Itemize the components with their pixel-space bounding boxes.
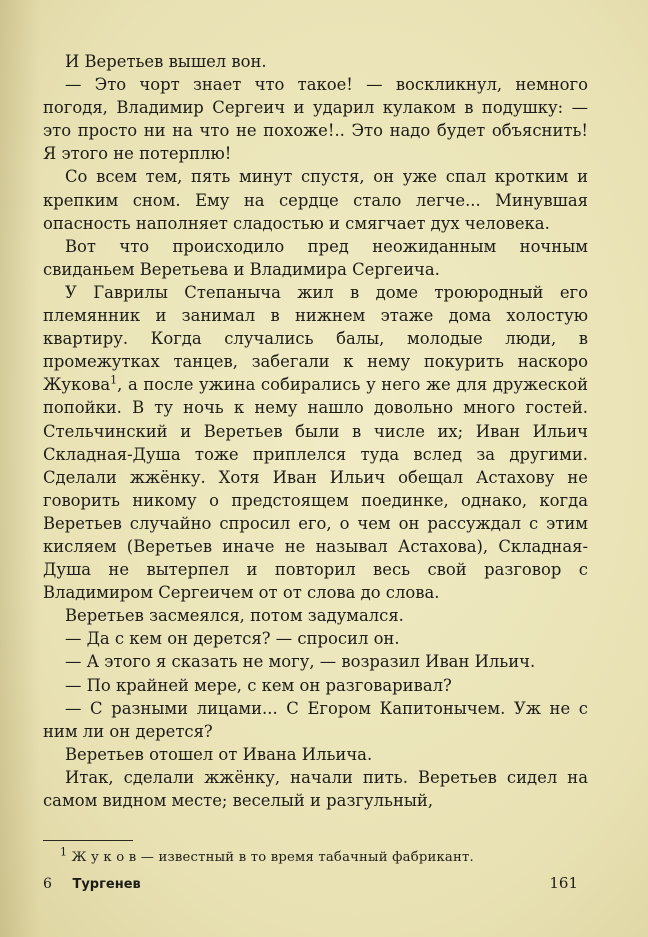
signature-sheet-number: 6 — [43, 876, 52, 892]
footnote-mark: 1 — [60, 845, 68, 859]
printer-signature — [43, 876, 141, 892]
paragraph: — По крайней мере, с кем он разговаривал? — [65, 675, 452, 695]
paragraph-text-after-footnote: , а после ужина собирались у него же для дружеской попойки. В ту ночь к нему нашло довольно много гостей. Стельчинский и Веретьев были в числе их; Иван Ильич Складная-Душа тоже приплелся туда вслед за другими. Сделали жжёнку. Хотя Иван Ильич обещал Астахову не говорить никому о предстоящем поединке, однако, когда Веретьев случайно спросил его, о чем он рассуждал с этим кисляем (Веретьев иначе не называл Астахова), Складная-Душа не вытерпел и повторил весь свой разговор с Владимиром Сергеичем от от слова до слова. — [43, 375, 588, 603]
paragraph: Вот что происходило пред неожиданным ночным свиданьем Веретьева и Владимира Сергеича. — [43, 236, 588, 279]
paragraph: Веретьев отошел от Ивана Ильича. — [65, 744, 373, 764]
paragraph: И Веретьев вышел вон. — [65, 52, 267, 71]
paragraph: Веретьев засмеялся, потом задумался. — [65, 606, 404, 626]
paragraph: — Да с кем он дерется? — спросил он. — [65, 629, 400, 649]
paragraph — [43, 281, 588, 604]
paragraph: Со всем тем, пять минут спустя, он уже спал кротким и крепким сном. Ему на сердце стало легче... Минувшая опасность наполняет сладостью и смягчает дух человека. — [43, 167, 588, 233]
paragraph: — Это чорт знает что такое! — воскликнул, немного погодя, Владимир Сергеич и ударил кулаком в подушку: — это просто ни на что не похоже!.. Это надо будет объяснить! Я этого не потерплю! — [43, 75, 588, 164]
paragraph-text-before-footnote: У Гаврилы Степаныча жил в доме троюродный его племянник и занимал в нижнем этаже дома холостую квартиру. Когда случались балы, молодые люди, в промежутках танцев, забегали к нему покурить наскоро Жукова — [43, 282, 588, 395]
page-number: 161 — [549, 874, 578, 892]
paragraph: — А этого я сказать не могу, — возразил Иван Ильич. — [65, 652, 536, 672]
main-text — [43, 50, 588, 812]
footnote — [60, 845, 600, 867]
footnote-divider — [43, 840, 133, 841]
paragraph: — С разными лицами... С Егором Капитонычем. Уж не с ним ли он дерется? — [43, 698, 588, 741]
paragraph: Итак, сделали жжёнку, начали пить. Веретьев сидел на самом видном месте; веселый и разгульный, — [43, 767, 588, 810]
footnote-text: Ж у к о в — известный в то время табачный фабрикант. — [71, 850, 474, 865]
footnote-reference: 1 — [110, 373, 118, 387]
signature-title: Тургенев — [72, 877, 141, 892]
